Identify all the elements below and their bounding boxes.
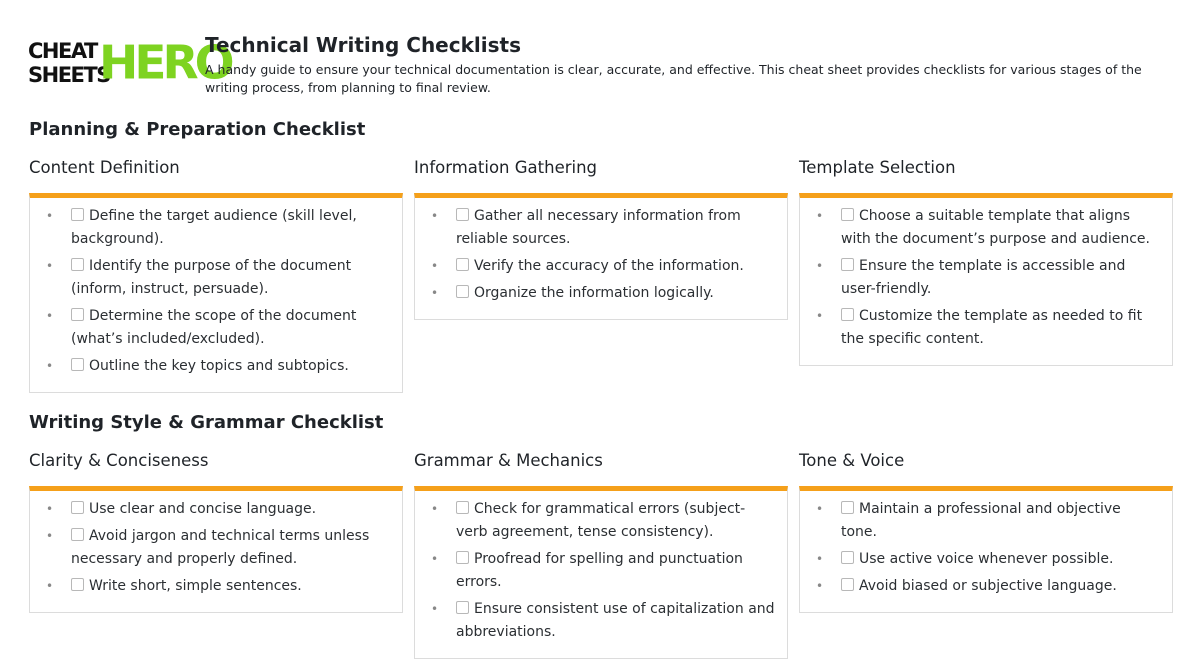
card-heading: Clarity & Conciseness [29,451,209,470]
checklist [42,498,390,598]
checkbox[interactable] [841,501,854,514]
checklist-item: • Outline the key topics and subtopics. [42,355,390,378]
checklist-item: • Gather all necessary information from reliable sources. [427,205,775,251]
checklist-item: • Customize the template as needed to fit the specific content. [812,305,1160,351]
checkbox[interactable] [71,578,84,591]
checklist-item: • Proofread for spelling and punctuation errors. [427,548,775,594]
card-heading: Grammar & Mechanics [414,451,603,470]
checklist-item: • Avoid jargon and technical terms unless necessary and properly defined. [42,525,390,571]
card-tone-voice [799,450,1173,613]
checklist-box [29,193,403,393]
checkbox[interactable] [71,528,84,541]
section-title-writing-style: Writing Style & Grammar Checklist [29,412,384,433]
checklist-item: • Use clear and concise language. [42,498,390,521]
section-title-planning: Planning & Preparation Checklist [29,119,366,140]
checkbox[interactable] [71,258,84,271]
card-heading: Information Gathering [414,158,598,177]
checkbox[interactable] [71,208,84,221]
checklist-box [29,486,403,613]
logo-word-sheets: SHEETS [28,63,110,87]
bullet-icon: • [431,602,439,616]
checkbox[interactable] [841,308,854,321]
checklist-item: • Check for grammatical errors (subject-verb agreement, tense consistency). [427,498,775,544]
bullet-icon: • [46,502,54,516]
checklist-item: • Ensure consistent use of capitalization and abbreviations. [427,598,775,644]
card-grammar-mechanics [414,450,788,659]
bullet-icon: • [816,259,824,273]
checklist-item: • Use active voice whenever possible. [812,548,1160,571]
page-title: Technical Writing Checklists [205,33,521,57]
card-heading: Template Selection [799,158,956,177]
bullet-icon: • [46,259,54,273]
checkbox[interactable] [456,285,469,298]
checkbox[interactable] [456,601,469,614]
bullet-icon: • [431,552,439,566]
checklist-box [414,486,788,659]
checklist-item: • Identify the purpose of the document (inform, instruct, persuade). [42,255,390,301]
checklist-item: • Determine the scope of the document (what’s included/excluded). [42,305,390,351]
checklist [427,498,775,644]
bullet-icon: • [46,529,54,543]
checklist-item: • Avoid biased or subjective language. [812,575,1160,598]
bullet-icon: • [431,259,439,273]
checklist-item: • Maintain a professional and objective tone. [812,498,1160,544]
card-heading: Content Definition [29,158,180,177]
bullet-icon: • [431,209,439,223]
checklist-item: • Write short, simple sentences. [42,575,390,598]
checkbox[interactable] [71,308,84,321]
cheatsheets-hero-logo[interactable] [28,36,231,91]
bullet-icon: • [46,309,54,323]
checklist-item: • Organize the information logically. [427,282,775,305]
card-content-definition [29,157,403,393]
checklist-item: • Define the target audience (skill level, background). [42,205,390,251]
checklist [42,205,390,378]
card-information-gathering [414,157,788,320]
bullet-icon: • [431,502,439,516]
checklist-item: • Verify the accuracy of the information. [427,255,775,278]
bullet-icon: • [431,286,439,300]
checkbox[interactable] [71,358,84,371]
bullet-icon: • [46,359,54,373]
checklist [812,498,1160,598]
checkbox[interactable] [456,258,469,271]
checklist [812,205,1160,351]
checklist-item: • Choose a suitable template that aligns with the document’s purpose and audience. [812,205,1160,251]
bullet-icon: • [816,502,824,516]
checkbox[interactable] [841,208,854,221]
checkbox[interactable] [456,208,469,221]
card-clarity-conciseness [29,450,403,613]
card-heading: Tone & Voice [799,451,905,470]
checklist-box [799,486,1173,613]
bullet-icon: • [816,309,824,323]
checkbox[interactable] [841,258,854,271]
checklist-item: • Ensure the template is accessible and user-friendly. [812,255,1160,301]
bullet-icon: • [816,209,824,223]
page-description: A handy guide to ensure your technical documentation is clear, accurate, and effective. This cheat sheet provides checklists for various stages of the writing process, from planning to final review. [205,62,1142,95]
bullet-icon: • [816,552,824,566]
checklist-box [799,193,1173,366]
checklist [427,205,775,305]
bullet-icon: • [46,579,54,593]
checkbox[interactable] [71,501,84,514]
bullet-icon: • [816,579,824,593]
logo-word-hero: HERO [99,36,231,91]
checkbox[interactable] [841,551,854,564]
logo-word-cheat: CHEAT [28,39,97,63]
checkbox[interactable] [841,578,854,591]
checklist-box [414,193,788,320]
checkbox[interactable] [456,501,469,514]
bullet-icon: • [46,209,54,223]
card-template-selection [799,157,1173,366]
checkbox[interactable] [456,551,469,564]
